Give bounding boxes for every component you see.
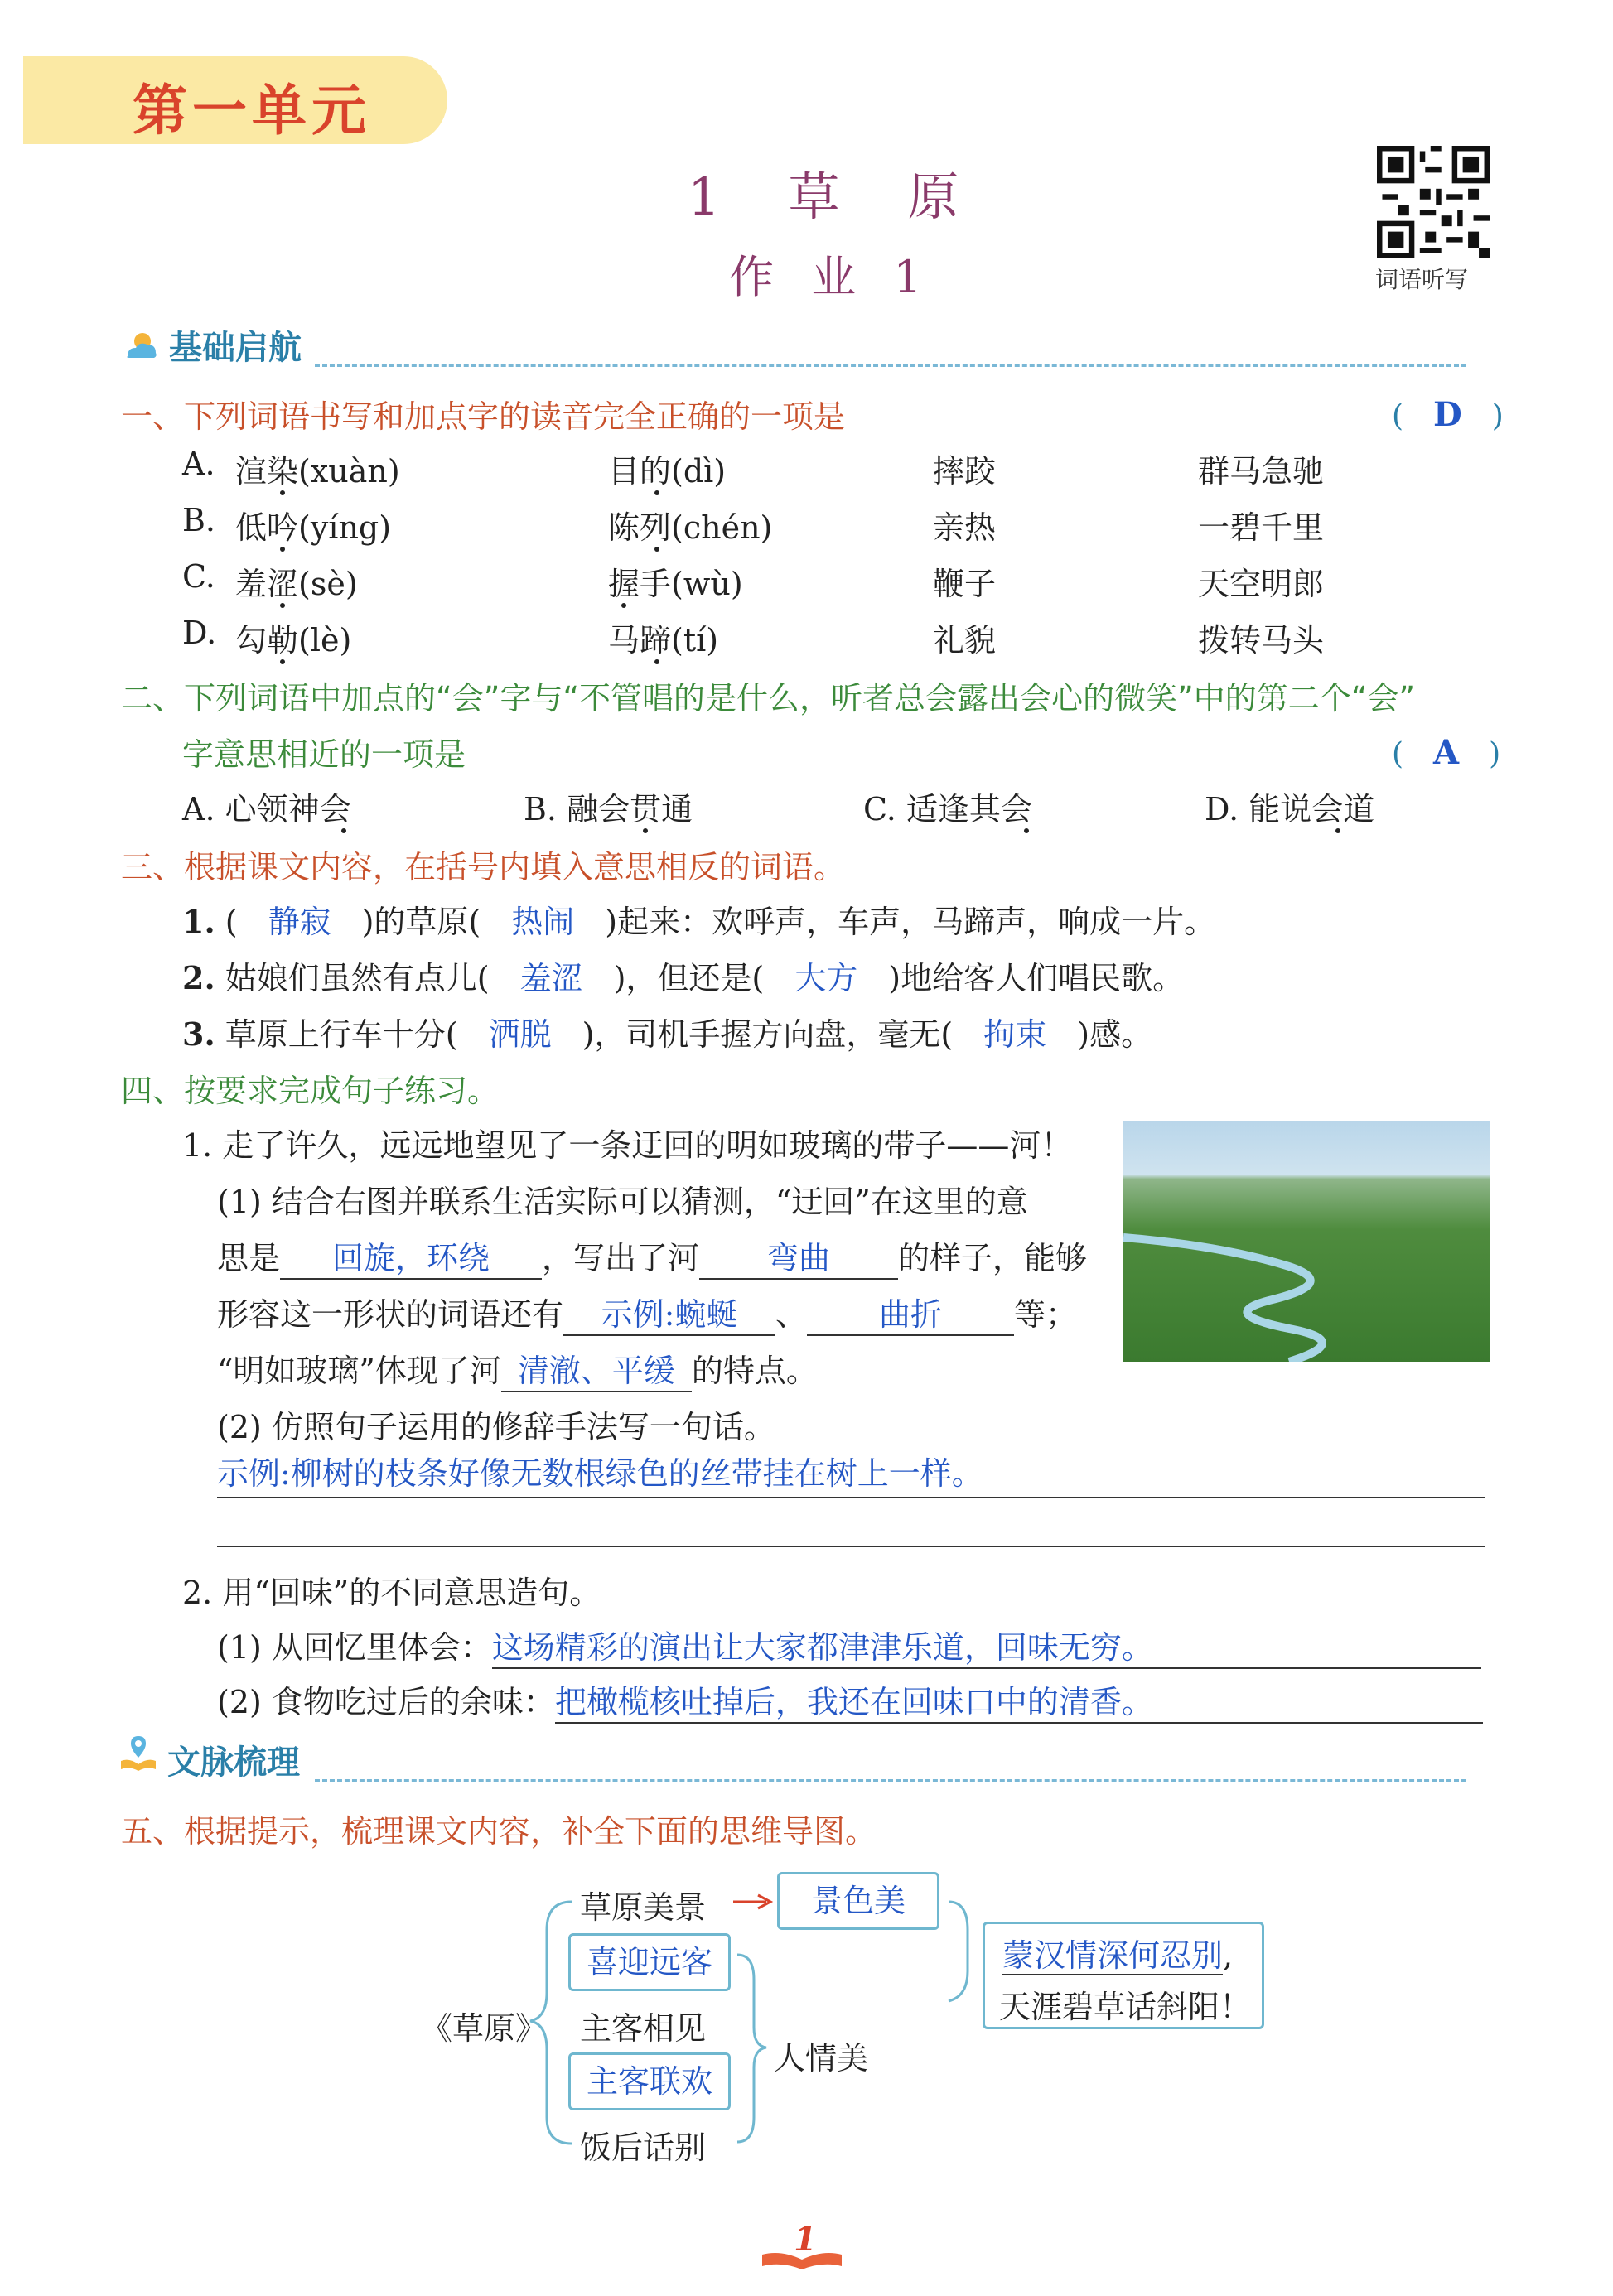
q2-option-a: A. 心领神会 [182,791,351,827]
emphasis-dot [1335,828,1340,833]
fill-blank: 示例:蜿蜒 [563,1289,775,1336]
fill-blank: 清澈、平缓 [501,1345,692,1392]
mindmap-root: 《草原》 [421,2010,548,2047]
section-outline: 文脉梳理 [167,1744,300,1782]
grassland-river-image [1123,1121,1490,1362]
lesson-title: 1 草 原 [688,166,968,227]
q1-cell: 一碧千里 [1198,509,1325,546]
q4-sentence-1: 1. 走了许久，远远地望见了一条迂回的明如玻璃的带子——河！ [182,1127,1073,1164]
q2-answer-bracket: ( A ) [1392,733,1501,772]
q1-answer: D [1433,395,1462,434]
q2-prompt-line2: 字意思相近的一项是 [182,736,466,773]
q4-s2-part1: (1) 从回忆里体会：这场精彩的演出让大家都津津乐道，回味无穷。 [217,1622,1481,1669]
mindmap-answer-box: 景色美 [777,1872,939,1930]
q4-part1-line3: 形容这一形状的词语还有 示例:蜿蜒 、 曲折 等； [217,1289,1077,1336]
mindmap-node: 草原美景 [580,1889,707,1926]
q1-prompt: 一、下列词语书写和加点字的读音完全正确的一项是 [121,398,846,435]
q4-prompt: 四、按要求完成句子练习。 [121,1073,500,1109]
mindmap-node: 主客相见 [580,2010,707,2047]
q1-cell: 低吟(yíng) [235,509,392,546]
option-label: B. [182,502,216,538]
q3-answer: 洒脱 [488,1016,552,1053]
q1-cell: 拨转马头 [1198,622,1325,658]
q3-line-3: 3. 草原上行车十分( 洒脱 )，司机手握方向盘，毫无( 拘束 )感。 [182,1009,1152,1054]
emphasis-dot [280,659,285,664]
q5-prompt: 五、根据提示，梳理课文内容，补全下面的思维导图。 [121,1813,877,1850]
qr-caption: 词语听写 [1375,266,1469,293]
q4-part1-line2: 思是 回旋，环绕 ，写出了河 弯曲 的样子，能够 [217,1232,1087,1280]
q1-answer-bracket: ( D ) [1392,395,1504,434]
fill-blank: 曲折 [807,1289,1014,1336]
mindmap-group: 人情美 [774,2040,869,2077]
book-pin-icon [118,1733,159,1774]
mindmap-answer-box: 喜迎远客 [568,1933,731,1991]
fill-blank: 蒙汉情深何忍别 [1002,1937,1224,1974]
emphasis-dot [341,828,346,833]
q1-cell: 马蹄(tí) [608,622,719,658]
q2-answer: A [1433,733,1460,772]
emphasis-dot [280,547,285,552]
q3-line-2: 2. 姑娘们虽然有点儿( 羞涩 )，但还是( 大方 )地给客人们唱民歌。 [182,953,1184,998]
q1-cell: 目的(dì) [608,453,727,490]
q2-option-d: D. 能说会道 [1205,791,1375,827]
section-divider [315,1779,1466,1782]
q4-sentence-2: 2. 用“回味”的不同意思造句。 [182,1575,601,1611]
q1-cell: 亲热 [933,509,997,546]
option-label: C. [182,558,215,595]
q1-cell: 羞涩(sè) [235,566,358,602]
q4-s2-part2: (2) 食物吃过后的余味：把橄榄核吐掉后，我还在回味口中的清香。 [217,1676,1483,1724]
river-icon [1123,1121,1490,1362]
qr-code-icon[interactable] [1377,146,1490,258]
q4-part1-line1: (1) 结合右图并联系生活实际可以猜测，“迂回”在这里的意 [217,1184,1028,1220]
q3-line-1: 1. ( 静寂 )的草原( 热闹 )起来：欢呼声，车声，马蹄声，响成一片。 [182,896,1215,942]
fill-blank: 这场精彩的演出让大家都津津乐道，回味无穷。 [492,1622,1481,1669]
fill-blank: 把橄榄核吐掉后，我还在回味口中的清香。 [555,1676,1483,1724]
mindmap-final-line2: 天涯碧草话斜阳！ [999,1989,1252,2025]
q4-part1-line4: “明如玻璃”体现了河 清澈、平缓 的特点。 [217,1345,818,1392]
q3-answer: 羞涩 [519,960,583,996]
section-divider [315,364,1466,367]
page-number: 1 [794,2220,817,2259]
option-label: D. [182,615,217,651]
q1-cell: 陈列(chén) [608,509,773,546]
q3-answer: 静寂 [268,904,331,940]
q1-cell: 鞭子 [933,566,997,602]
emphasis-dot [621,603,626,608]
q3-answer: 大方 [794,960,858,996]
q2-option-b: B. 融会贯通 [524,791,693,827]
q2-prompt-line1: 二、下列词语中加点的“会”字与“不管唱的是什么，听者总会露出会心的微笑”中的第二个“会” [121,680,1416,716]
mindmap-answer-box: 主客联欢 [568,2052,731,2110]
q3-answer: 热闹 [511,904,575,940]
q1-cell: 勾勒(lè) [235,622,352,658]
q2-option-c: C. 适逢其会 [863,791,1032,827]
fill-blank: 弯曲 [699,1232,898,1280]
emphasis-dot [280,603,285,608]
q1-cell: 礼貌 [933,622,997,658]
blank-line [217,1546,1485,1547]
fill-blank: 回旋，环绕 [280,1232,542,1280]
q1-row-a [182,446,215,482]
emphasis-dot [1024,828,1029,833]
mindmap-node: 饭后话别 [580,2130,707,2166]
q1-cell: 摔跤 [933,453,997,490]
section-basic: 基础启航 [169,329,302,367]
emphasis-dot [654,659,659,664]
homework-title: 作 业 1 [729,251,934,303]
book-icon [761,2251,843,2269]
emphasis-dot [643,828,648,833]
q1-cell: 天空明郎 [1198,566,1325,602]
q1-cell: 渲染(xuàn) [235,453,400,490]
emphasis-dot [654,490,659,495]
unit-title: 第一单元 [133,79,371,142]
mindmap-final-line1: 蒙汉情深何忍别, [1002,1937,1234,1974]
q3-prompt: 三、根据课文内容，在括号内填入意思相反的词语。 [121,849,846,885]
option-label: A. [182,446,215,482]
cloud-sun-icon [121,328,161,361]
q3-answer: 拘束 [983,1016,1047,1053]
q1-cell: 握手(wù) [608,566,743,602]
emphasis-dot [654,547,659,552]
q4-part2: (2) 仿照句子运用的修辞手法写一句话。 [217,1409,775,1445]
q4-part2-answer: 示例:柳树的枝条好像无数根绿色的丝带挂在树上一样。 [217,1448,1485,1498]
q1-cell: 群马急驰 [1198,453,1325,490]
emphasis-dot [280,490,285,495]
